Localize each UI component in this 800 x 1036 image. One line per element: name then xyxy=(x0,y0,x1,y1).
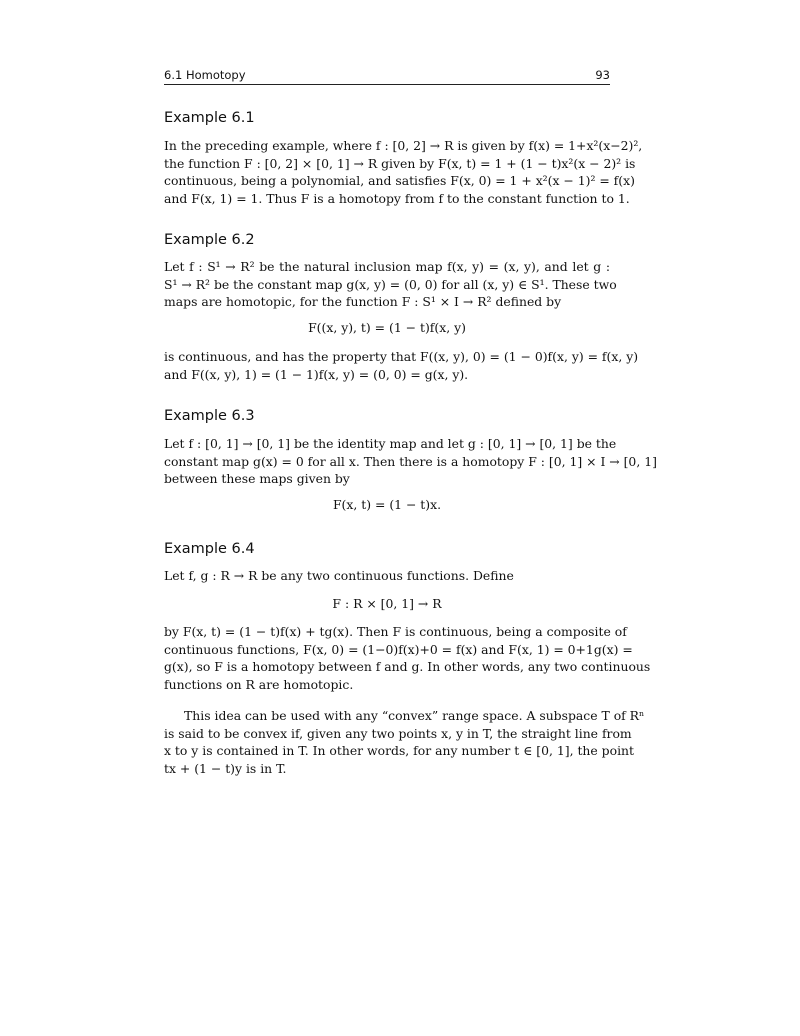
example-6-4-after xyxy=(164,623,651,693)
example-6-1-body xyxy=(164,137,643,207)
example-6-4-body xyxy=(164,567,610,585)
text-line: the function F : [0, 2] × [0, 1] → R given by F(x, t) = 1 + (1 − t)x²(x − 2)² is xyxy=(164,155,636,171)
text-line: tx + (1 − t)y is in T. xyxy=(164,760,287,776)
example-6-1-title: Example 6.1 xyxy=(164,110,255,126)
text-line: g(x), so F is a homotopy between f and g. In other words, any two continuous xyxy=(164,659,651,675)
text-line: is continuous, and has the property that F((x, y), 0) = (1 − 0)f(x, y) = f(x, y) xyxy=(164,349,639,364)
text-line: constant map g(x) = 0 for all x. Then there is a homotopy F : [0, 1] × I → [0, 1] xyxy=(164,453,657,469)
text-line: This idea can be used with any “convex” range space. A subspace T of Rⁿ xyxy=(184,708,645,723)
text-line: Let f : [0, 1] → [0, 1] be the identity map and let g : [0, 1] → [0, 1] be the xyxy=(164,436,617,451)
section-title: 6.1 Homotopy xyxy=(164,68,246,82)
text-line: between these maps given by xyxy=(164,471,350,487)
example-6-4-title: Example 6.4 xyxy=(164,541,255,557)
example-6-3-display-equation: F(x, t) = (1 − t)x. xyxy=(332,497,442,512)
running-header xyxy=(164,68,610,85)
text-line: is said to be convex if, given any two points x, y in T, the straight line from xyxy=(164,725,632,741)
example-6-3-body xyxy=(164,435,657,488)
text-line: maps are homotopic, for the function F : S¹ × I → R² defined by xyxy=(164,294,562,310)
example-6-3-title: Example 6.3 xyxy=(164,408,255,424)
closing-paragraph xyxy=(164,707,645,777)
example-6-2-display-equation: F((x, y), t) = (1 − t)f(x, y) xyxy=(308,320,466,335)
text-line: Let f, g : R → R be any two continuous functions. Define xyxy=(164,568,514,583)
text-line: Let f : S¹ → R² be the natural inclusion map f(x, y) = (x, y), and let g : xyxy=(164,259,610,274)
text-line: x to y is contained in T. In other words, for any number t ∈ [0, 1], the point xyxy=(164,743,634,759)
text-line: continuous functions, F(x, 0) = (1−0)f(x)+0 = f(x) and F(x, 1) = 0+1g(x) = xyxy=(164,641,633,657)
text-line: functions on R are homotopic. xyxy=(164,676,354,692)
example-6-2-title: Example 6.2 xyxy=(164,232,255,248)
text-line: S¹ → R² be the constant map g(x, y) = (0, 0) for all (x, y) ∈ S¹. These two xyxy=(164,276,617,292)
page-number: 93 xyxy=(595,68,610,82)
example-6-4-display-equation: F : R × [0, 1] → R xyxy=(332,596,442,611)
text-line: and F((x, y), 1) = (1 − 1)f(x, y) = (0, 0) = g(x, y). xyxy=(164,366,469,382)
example-6-2-body xyxy=(164,258,617,311)
example-6-2-after xyxy=(164,348,639,383)
text-line: In the preceding example, where f : [0, 2] → R is given by f(x) = 1+x²(x−2)², xyxy=(164,138,643,153)
text-line: and F(x, 1) = 1. Thus F is a homotopy from f to the constant function to 1. xyxy=(164,190,630,206)
text-line: by F(x, t) = (1 − t)f(x) + tg(x). Then F is continuous, being a composite of xyxy=(164,624,627,639)
text-line: continuous, being a polynomial, and satisfies F(x, 0) = 1 + x²(x − 1)² = f(x) xyxy=(164,173,635,189)
